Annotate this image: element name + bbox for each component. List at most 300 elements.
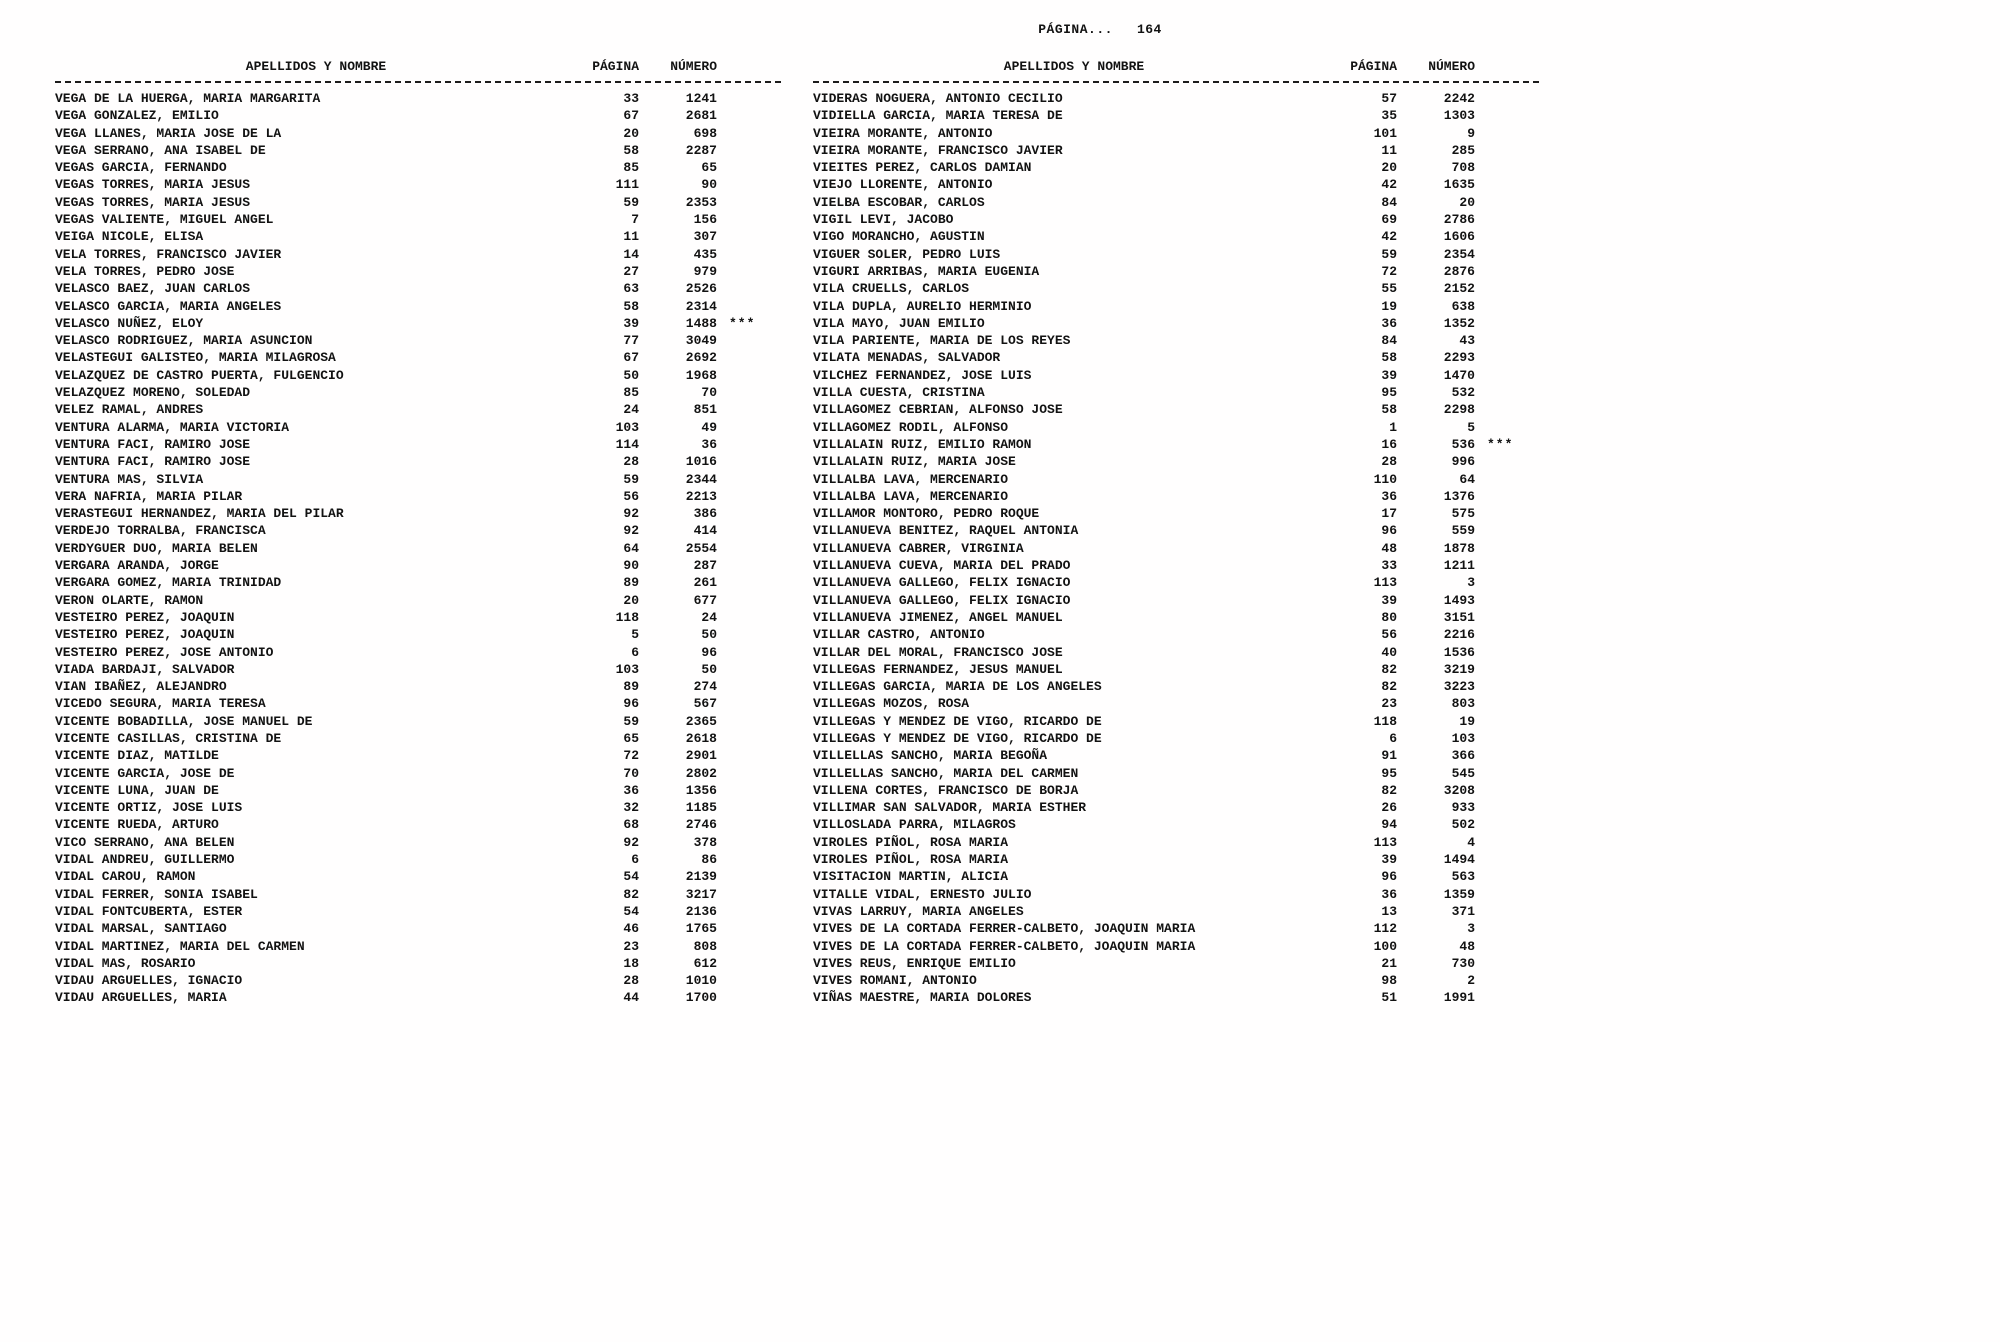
- table-row: [55, 471, 785, 488]
- entry-page: 42: [1381, 229, 1397, 245]
- entry-marker: [717, 747, 785, 764]
- entry-name: VEGA SERRANO, ANA ISABEL DE: [55, 142, 266, 158]
- entry-name: VIADA BARDAJI, SALVADOR: [55, 661, 235, 677]
- entry-name: VERASTEGUI HERNANDEZ, MARIA DEL PILAR: [55, 506, 344, 522]
- table-row: [55, 246, 785, 263]
- entry-number: 2139: [685, 869, 717, 885]
- entry-page: 36: [1381, 488, 1397, 504]
- entry-number: 49: [701, 419, 717, 435]
- table-row: [55, 989, 785, 1006]
- entry-marker: [717, 834, 785, 851]
- entry-page: 33: [1381, 558, 1397, 574]
- entry-number: 575: [1451, 506, 1475, 522]
- entry-name: VIVES DE LA CORTADA FERRER-CALBETO, JOAQUIN MARIA: [813, 938, 1196, 954]
- entry-name: VILLELLAS SANCHO, MARIA DEL CARMEN: [813, 765, 1079, 781]
- entry-marker: ***: [729, 315, 756, 331]
- entry-page: 28: [623, 973, 639, 989]
- entry-name: VESTEIRO PEREZ, JOAQUIN: [55, 627, 235, 643]
- entry-marker: [1475, 349, 1543, 366]
- entry-page: 36: [1381, 315, 1397, 331]
- entry-number: 536: [1451, 436, 1475, 452]
- left-entry-list: [55, 90, 785, 1007]
- entry-page: 51: [1381, 990, 1397, 1006]
- entry-number: 4: [1467, 834, 1475, 850]
- entry-name: VILATA MENADAS, SALVADOR: [813, 350, 1001, 366]
- entry-page: 85: [623, 160, 639, 176]
- table-row: [55, 644, 785, 661]
- entry-page: 39: [1381, 367, 1397, 383]
- left-column: [55, 57, 785, 1007]
- table-row: [55, 765, 785, 782]
- table-row: [813, 522, 1543, 539]
- entry-page: 70: [623, 765, 639, 781]
- entry-marker: [717, 592, 785, 609]
- entry-marker: [717, 159, 785, 176]
- table-row: [813, 782, 1543, 799]
- entry-marker: [717, 436, 785, 453]
- entry-marker: [1475, 938, 1543, 955]
- entry-marker: [1475, 384, 1543, 401]
- entry-number: 532: [1451, 385, 1475, 401]
- entry-marker: [1475, 816, 1543, 833]
- entry-name: VILLALAIN RUIZ, EMILIO RAMON: [813, 436, 1032, 452]
- table-row: [813, 955, 1543, 972]
- entry-page: 82: [1381, 782, 1397, 798]
- entry-name: VIDAU ARGUELLES, MARIA: [55, 990, 227, 1006]
- entry-number: 2136: [685, 903, 717, 919]
- entry-page: 26: [1381, 800, 1397, 816]
- page-number-header: [1005, 7, 1162, 52]
- table-row: [55, 678, 785, 695]
- entry-page: 113: [1373, 834, 1397, 850]
- entry-marker: [1475, 972, 1543, 989]
- table-row: [813, 298, 1543, 315]
- column-header-spacer: [1475, 57, 1543, 77]
- entry-page: 44: [623, 990, 639, 1006]
- table-row: [55, 626, 785, 643]
- entry-number: 730: [1451, 955, 1475, 971]
- entry-name: VIVAS LARRUY, MARIA ANGELES: [813, 903, 1024, 919]
- entry-marker: [717, 228, 785, 245]
- table-row: [813, 505, 1543, 522]
- entry-marker: [1475, 730, 1543, 747]
- table-row: [813, 471, 1543, 488]
- entry-name: VILLANUEVA BENITEZ, RAQUEL ANTONIA: [813, 523, 1079, 539]
- table-row: [813, 868, 1543, 885]
- entry-marker: [1475, 920, 1543, 937]
- entry-number: 19: [1459, 713, 1475, 729]
- entry-page: 36: [623, 782, 639, 798]
- entry-page: 54: [623, 903, 639, 919]
- table-row: [813, 332, 1543, 349]
- index-columns: [55, 57, 1543, 1007]
- table-row: [55, 384, 785, 401]
- entry-marker: [717, 903, 785, 920]
- entry-number: 65: [701, 160, 717, 176]
- entry-marker: [1475, 678, 1543, 695]
- entry-name: VICENTE DIAZ, MATILDE: [55, 748, 219, 764]
- entry-page: 58: [1381, 350, 1397, 366]
- entry-name: VERA NAFRIA, MARIA PILAR: [55, 488, 243, 504]
- entry-marker: [717, 799, 785, 816]
- entry-marker: [1475, 557, 1543, 574]
- entry-marker: [1475, 886, 1543, 903]
- entry-marker: [1475, 176, 1543, 193]
- table-row: [813, 263, 1543, 280]
- entry-page: 50: [623, 367, 639, 383]
- entry-page: 111: [615, 177, 639, 193]
- entry-name: VILLANUEVA CUEVA, MARIA DEL PRADO: [813, 558, 1071, 574]
- entry-number: 2152: [1443, 281, 1475, 297]
- entry-name: VILLEGAS FERNANDEZ, JESUS MANUEL: [813, 661, 1063, 677]
- entry-name: VICENTE ORTIZ, JOSE LUIS: [55, 800, 243, 816]
- entry-page: 96: [623, 696, 639, 712]
- entry-name: VISITACION MARTIN, ALICIA: [813, 869, 1009, 885]
- entry-number: 386: [693, 506, 717, 522]
- entry-page: 89: [623, 679, 639, 695]
- entry-number: 803: [1451, 696, 1475, 712]
- table-row: [55, 228, 785, 245]
- entry-number: 563: [1451, 869, 1475, 885]
- entry-page: 59: [623, 194, 639, 210]
- entry-page: 16: [1381, 436, 1397, 452]
- entry-name: VILLANUEVA GALLEGO, FELIX IGNACIO: [813, 575, 1071, 591]
- entry-name: VILLANUEVA JIMENEZ, ANGEL MANUEL: [813, 609, 1063, 625]
- entry-name: VERGARA ARANDA, JORGE: [55, 558, 219, 574]
- entry-marker: [717, 401, 785, 418]
- entry-marker: [717, 574, 785, 591]
- entry-marker: [1475, 471, 1543, 488]
- table-row: [55, 955, 785, 972]
- entry-number: 612: [693, 955, 717, 971]
- table-row: [55, 695, 785, 712]
- entry-name: VEGAS GARCIA, FERNANDO: [55, 160, 227, 176]
- entry-marker: [717, 107, 785, 124]
- entry-number: 90: [701, 177, 717, 193]
- entry-number: 559: [1451, 523, 1475, 539]
- entry-page: 103: [615, 661, 639, 677]
- table-row: [55, 159, 785, 176]
- entry-name: VIEIRA MORANTE, ANTONIO: [813, 125, 993, 141]
- entry-page: 58: [623, 298, 639, 314]
- entry-name: VICENTE LUNA, JUAN DE: [55, 782, 219, 798]
- entry-page: 20: [1381, 160, 1397, 176]
- table-row: [813, 834, 1543, 851]
- entry-name: VILLEGAS MOZOS, ROSA: [813, 696, 970, 712]
- entry-page: 20: [623, 125, 639, 141]
- entry-marker: [1475, 142, 1543, 159]
- entry-page: 23: [1381, 696, 1397, 712]
- entry-marker: [1475, 280, 1543, 297]
- table-row: [55, 609, 785, 626]
- table-row: [813, 125, 1543, 142]
- entry-marker: [1475, 799, 1543, 816]
- column-header-page: PÁGINA: [1350, 59, 1397, 74]
- entry-marker: [717, 557, 785, 574]
- table-row: [813, 678, 1543, 695]
- entry-marker: [717, 989, 785, 1006]
- entry-number: 1016: [685, 454, 717, 470]
- entry-marker: [717, 713, 785, 730]
- entry-marker: [717, 868, 785, 885]
- column-header-name: APELLIDOS Y NOMBRE: [245, 59, 387, 74]
- entry-name: VERDEJO TORRALBA, FRANCISCA: [55, 523, 266, 539]
- entry-page: 67: [623, 108, 639, 124]
- dashed-separator: [55, 80, 785, 83]
- entry-name: VEIGA NICOLE, ELISA: [55, 229, 204, 245]
- entry-number: 261: [693, 575, 717, 591]
- entry-name: VILLALAIN RUIZ, MARIA JOSE: [813, 454, 1016, 470]
- left-column-header: [55, 57, 785, 77]
- entry-name: VIDAL MARSAL, SANTIAGO: [55, 921, 227, 937]
- entry-number: 545: [1451, 765, 1475, 781]
- entry-marker: [1475, 488, 1543, 505]
- entry-name: VIGUER SOLER, PEDRO LUIS: [813, 246, 1001, 262]
- entry-number: 156: [693, 212, 717, 228]
- entry-number: 1303: [1443, 108, 1475, 124]
- entry-page: 118: [615, 609, 639, 625]
- entry-page: 95: [1381, 765, 1397, 781]
- entry-page: 56: [623, 488, 639, 504]
- entry-marker: [1475, 246, 1543, 263]
- entry-page: 114: [615, 436, 639, 452]
- entry-number: 2: [1467, 973, 1475, 989]
- entry-page: 68: [623, 817, 639, 833]
- table-row: [813, 816, 1543, 833]
- entry-name: VILLANUEVA GALLEGO, FELIX IGNACIO: [813, 592, 1071, 608]
- entry-number: 50: [701, 627, 717, 643]
- entry-name: VIÑAS MAESTRE, MARIA DOLORES: [813, 990, 1032, 1006]
- entry-marker: [1475, 626, 1543, 643]
- table-row: [813, 246, 1543, 263]
- table-row: [813, 730, 1543, 747]
- entry-number: 96: [701, 644, 717, 660]
- entry-number: 48: [1459, 938, 1475, 954]
- table-row: [55, 367, 785, 384]
- table-row: [813, 280, 1543, 297]
- entry-marker: [717, 246, 785, 263]
- entry-number: 2876: [1443, 263, 1475, 279]
- entry-page: 39: [1381, 592, 1397, 608]
- table-row: [55, 592, 785, 609]
- table-row: [813, 765, 1543, 782]
- entry-marker: [717, 280, 785, 297]
- table-row: [813, 851, 1543, 868]
- entry-name: VIEJO LLORENTE, ANTONIO: [813, 177, 993, 193]
- table-row: [55, 868, 785, 885]
- entry-number: 996: [1451, 454, 1475, 470]
- entry-number: 698: [693, 125, 717, 141]
- entry-marker: [1475, 868, 1543, 885]
- entry-page: 92: [623, 834, 639, 850]
- table-row: [813, 938, 1543, 955]
- entry-marker: [717, 142, 785, 159]
- entry-number: 1359: [1443, 886, 1475, 902]
- table-row: [55, 661, 785, 678]
- entry-number: 2526: [685, 281, 717, 297]
- table-row: [813, 540, 1543, 557]
- entry-name: VILLANUEVA CABRER, VIRGINIA: [813, 540, 1024, 556]
- entry-name: VIVES DE LA CORTADA FERRER-CALBETO, JOAQUIN MARIA: [813, 921, 1196, 937]
- dashed-separator: [813, 80, 1543, 83]
- entry-page: 100: [1373, 938, 1397, 954]
- entry-marker: [717, 332, 785, 349]
- entry-number: 2314: [685, 298, 717, 314]
- entry-name: VEGAS TORRES, MARIA JESUS: [55, 194, 251, 210]
- entry-page: 82: [623, 886, 639, 902]
- entry-name: VIGIL LEVI, JACOBO: [813, 212, 954, 228]
- table-row: [55, 972, 785, 989]
- entry-page: 46: [623, 921, 639, 937]
- entry-name: VELASCO NUÑEZ, ELOY: [55, 315, 204, 331]
- entry-number: 5: [1467, 419, 1475, 435]
- table-row: [55, 816, 785, 833]
- table-row: [55, 938, 785, 955]
- entry-page: 55: [1381, 281, 1397, 297]
- entry-page: 84: [1381, 194, 1397, 210]
- entry-name: VELASCO RODRIGUEZ, MARIA ASUNCION: [55, 333, 313, 349]
- entry-name: VESTEIRO PEREZ, JOAQUIN: [55, 609, 235, 625]
- entry-number: 2681: [685, 108, 717, 124]
- entry-number: 9: [1467, 125, 1475, 141]
- entry-number: 2293: [1443, 350, 1475, 366]
- column-header-spacer: [717, 57, 785, 77]
- entry-number: 414: [693, 523, 717, 539]
- entry-page: 40: [1381, 644, 1397, 660]
- entry-number: 979: [693, 263, 717, 279]
- entry-page: 96: [1381, 523, 1397, 539]
- entry-number: 1606: [1443, 229, 1475, 245]
- entry-page: 58: [623, 142, 639, 158]
- entry-name: VIEIRA MORANTE, FRANCISCO JAVIER: [813, 142, 1063, 158]
- table-row: [813, 644, 1543, 661]
- entry-number: 435: [693, 246, 717, 262]
- entry-page: 92: [623, 506, 639, 522]
- entry-number: 3151: [1443, 609, 1475, 625]
- table-row: [813, 747, 1543, 764]
- table-row: [55, 886, 785, 903]
- entry-marker: [717, 453, 785, 470]
- entry-marker: [717, 505, 785, 522]
- entry-page: 1: [1389, 419, 1397, 435]
- entry-marker: [717, 782, 785, 799]
- entry-number: 1241: [685, 91, 717, 106]
- entry-number: 502: [1451, 817, 1475, 833]
- table-row: [55, 851, 785, 868]
- entry-page: 80: [1381, 609, 1397, 625]
- table-row: [813, 419, 1543, 436]
- entry-marker: [1475, 211, 1543, 228]
- entry-marker: [717, 349, 785, 366]
- entry-number: 1700: [685, 990, 717, 1006]
- entry-page: 94: [1381, 817, 1397, 833]
- entry-number: 2353: [685, 194, 717, 210]
- entry-page: 21: [1381, 955, 1397, 971]
- entry-marker: [1475, 713, 1543, 730]
- entry-marker: [717, 938, 785, 955]
- table-row: [813, 920, 1543, 937]
- entry-marker: [717, 920, 785, 937]
- entry-page: 14: [623, 246, 639, 262]
- entry-name: VILLALBA LAVA, MERCENARIO: [813, 471, 1009, 487]
- table-row: [55, 263, 785, 280]
- entry-page: 18: [623, 955, 639, 971]
- table-row: [813, 142, 1543, 159]
- table-row: [813, 453, 1543, 470]
- entry-marker: [717, 765, 785, 782]
- entry-page: 28: [623, 454, 639, 470]
- entry-name: VILA DUPLA, AURELIO HERMINIO: [813, 298, 1032, 314]
- entry-number: 3: [1467, 921, 1475, 937]
- table-row: [55, 194, 785, 211]
- table-row: [813, 107, 1543, 124]
- entry-marker: [717, 972, 785, 989]
- table-row: [55, 125, 785, 142]
- entry-number: 1488: [685, 315, 717, 331]
- entry-page: 98: [1381, 973, 1397, 989]
- entry-page: 101: [1373, 125, 1397, 141]
- entry-number: 1536: [1443, 644, 1475, 660]
- entry-marker: [717, 488, 785, 505]
- entry-number: 1211: [1443, 558, 1475, 574]
- table-row: [55, 298, 785, 315]
- entry-marker: [1475, 522, 1543, 539]
- entry-marker: [1475, 228, 1543, 245]
- entry-marker: [1475, 989, 1543, 1006]
- entry-page: 56: [1381, 627, 1397, 643]
- entry-name: VIELBA ESCOBAR, CARLOS: [813, 194, 985, 210]
- entry-marker: [1475, 263, 1543, 280]
- entry-name: VILLALBA LAVA, MERCENARIO: [813, 488, 1009, 504]
- entry-marker: [1475, 540, 1543, 557]
- table-row: [813, 695, 1543, 712]
- entry-number: 1991: [1443, 990, 1475, 1006]
- entry-number: 371: [1451, 903, 1475, 919]
- entry-name: VELA TORRES, PEDRO JOSE: [55, 263, 235, 279]
- table-row: [813, 401, 1543, 418]
- table-row: [55, 713, 785, 730]
- entry-page: 64: [623, 540, 639, 556]
- entry-number: 1470: [1443, 367, 1475, 383]
- table-row: [813, 349, 1543, 366]
- entry-marker: [717, 626, 785, 643]
- entry-page: 11: [1381, 142, 1397, 158]
- entry-number: 1968: [685, 367, 717, 383]
- entry-page: 39: [623, 315, 639, 331]
- entry-number: 2216: [1443, 627, 1475, 643]
- entry-name: VILLAR DEL MORAL, FRANCISCO JOSE: [813, 644, 1063, 660]
- entry-number: 287: [693, 558, 717, 574]
- table-row: [813, 315, 1543, 332]
- table-row: [813, 574, 1543, 591]
- entry-number: 366: [1451, 748, 1475, 764]
- entry-page: 6: [631, 852, 639, 868]
- table-row: [55, 176, 785, 193]
- entry-name: VELAZQUEZ DE CASTRO PUERTA, FULGENCIO: [55, 367, 344, 383]
- entry-marker: [717, 816, 785, 833]
- entry-number: 3208: [1443, 782, 1475, 798]
- entry-name: VIDAL FERRER, SONIA ISABEL: [55, 886, 258, 902]
- entry-name: VELA TORRES, FRANCISCO JAVIER: [55, 246, 282, 262]
- entry-number: 50: [701, 661, 717, 677]
- entry-page: 13: [1381, 903, 1397, 919]
- table-row: [813, 436, 1543, 453]
- table-row: [55, 436, 785, 453]
- table-row: [55, 453, 785, 470]
- entry-number: 378: [693, 834, 717, 850]
- entry-marker: ***: [1487, 436, 1514, 452]
- entry-name: VENTURA FACI, RAMIRO JOSE: [55, 454, 251, 470]
